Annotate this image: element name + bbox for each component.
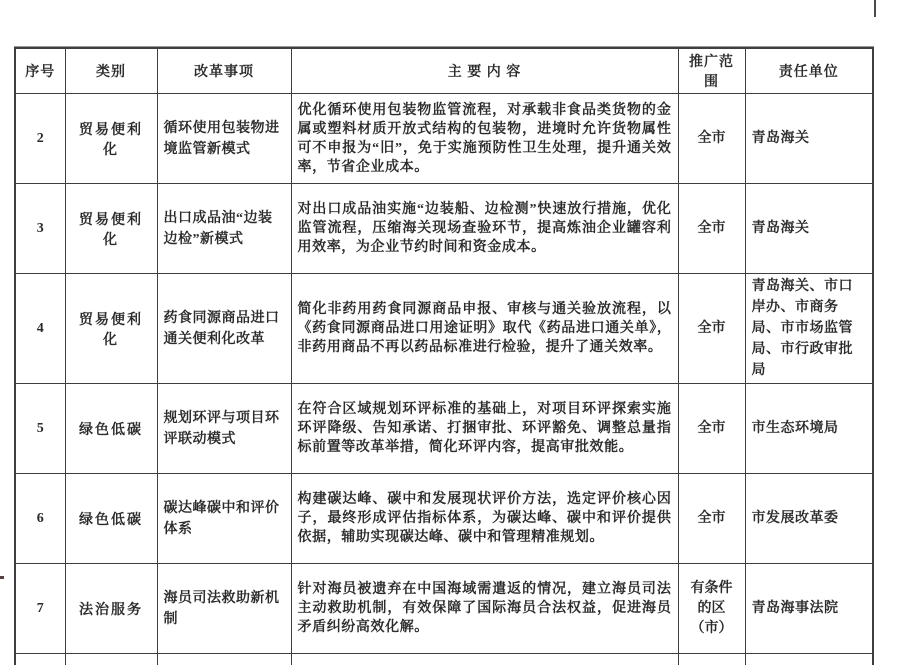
table-row [15, 384, 873, 474]
cell-item: 海员司法救助新机制 [157, 564, 291, 654]
cell-no: 6 [15, 474, 65, 564]
cell-scope: 全市 [678, 274, 745, 384]
table-row [15, 274, 873, 384]
cell-content [291, 654, 678, 665]
cell-no: 2 [15, 94, 65, 184]
cell-content: 优化循环使用包装物监管流程，对承载非食品类货物的金属或塑料材质开放式结构的包装物，进境时允许货物属性可不申报为“旧”，免于实施预防性卫生处理，提升通关效率，节省企业成本。 [291, 94, 678, 184]
header-content: 主 要 内 容 [291, 48, 678, 94]
header-item: 改革事项 [157, 48, 291, 94]
cell-category: 贸易便利化 [65, 184, 157, 274]
table-row [15, 184, 873, 274]
cell-category [65, 654, 157, 665]
cell-scope: 全市 [678, 384, 745, 474]
cell-scope: 全市 [678, 94, 745, 184]
cell-unit [745, 654, 873, 665]
cell-category: 绿色低碳 [65, 384, 157, 474]
top-right-mark [874, 0, 876, 17]
header-category: 类别 [65, 48, 157, 94]
header-scope: 推广范围 [678, 48, 745, 94]
cell-item: 药食同源商品进口通关便利化改革 [157, 274, 291, 384]
table-row [15, 654, 873, 665]
cell-item [157, 654, 291, 665]
table-row [15, 94, 873, 184]
cell-no: 5 [15, 384, 65, 474]
cell-scope: 有条件的区（市） [678, 564, 745, 654]
cell-content: 对出口成品油实施“边装船、边检测”快速放行措施，优化监管流程，压缩海关现场查验环节，提高炼油企业罐容利用效率，为企业节约时间和资金成本。 [291, 184, 678, 274]
table-row [15, 474, 873, 564]
cell-content: 构建碳达峰、碳中和发展现状评价方法，选定评价核心因子，最终形成评估指标体系，为碳达峰、碳中和评价提供依据，辅助实现碳达峰、碳中和管理精准规划。 [291, 474, 678, 564]
left-edge-mark [0, 576, 4, 579]
header-unit: 责任单位 [745, 48, 873, 94]
cell-content: 简化非药用药食同源商品申报、审核与通关验放流程，以《药食同源商品进口用途证明》取代《药品进口通关单》，非药用商品不再以药品标准进行检验，提升了通关效率。 [291, 274, 678, 384]
cell-unit: 市生态环境局 [745, 384, 873, 474]
cell-item: 出口成品油“边装边检”新模式 [157, 184, 291, 274]
cell-no: 4 [15, 274, 65, 384]
cell-no: 3 [15, 184, 65, 274]
cell-category: 贸易便利化 [65, 274, 157, 384]
cell-no [15, 654, 65, 665]
cell-category: 法治服务 [65, 564, 157, 654]
table-header-row [15, 48, 873, 94]
reform-measures-table [14, 47, 874, 665]
cell-scope: 全市 [678, 184, 745, 274]
cell-unit: 青岛海关 [745, 184, 873, 274]
cell-scope: 全市 [678, 474, 745, 564]
cell-category: 贸易便利化 [65, 94, 157, 184]
cell-no: 7 [15, 564, 65, 654]
cell-unit: 青岛海关、市口岸办、市商务局、市市场监管局、市行政审批局 [745, 274, 873, 384]
cell-scope [678, 654, 745, 665]
header-no: 序号 [15, 48, 65, 94]
cell-unit: 青岛海事法院 [745, 564, 873, 654]
cell-content: 在符合区域规划环评标准的基础上，对项目环评探索实施环评降级、告知承诺、打捆审批、环评豁免、调整总量指标前置等改革举措，简化环评内容，提高审批效能。 [291, 384, 678, 474]
cell-item: 规划环评与项目环评联动模式 [157, 384, 291, 474]
cell-item: 循环使用包装物进境监管新模式 [157, 94, 291, 184]
cell-content: 针对海员被遗弃在中国海域需遣返的情况，建立海员司法主动救助机制，有效保障了国际海员合法权益，促进海员矛盾纠纷高效化解。 [291, 564, 678, 654]
cell-category: 绿色低碳 [65, 474, 157, 564]
cell-unit: 青岛海关 [745, 94, 873, 184]
table-row [15, 564, 873, 654]
cell-item: 碳达峰碳中和评价体系 [157, 474, 291, 564]
cell-unit: 市发展改革委 [745, 474, 873, 564]
